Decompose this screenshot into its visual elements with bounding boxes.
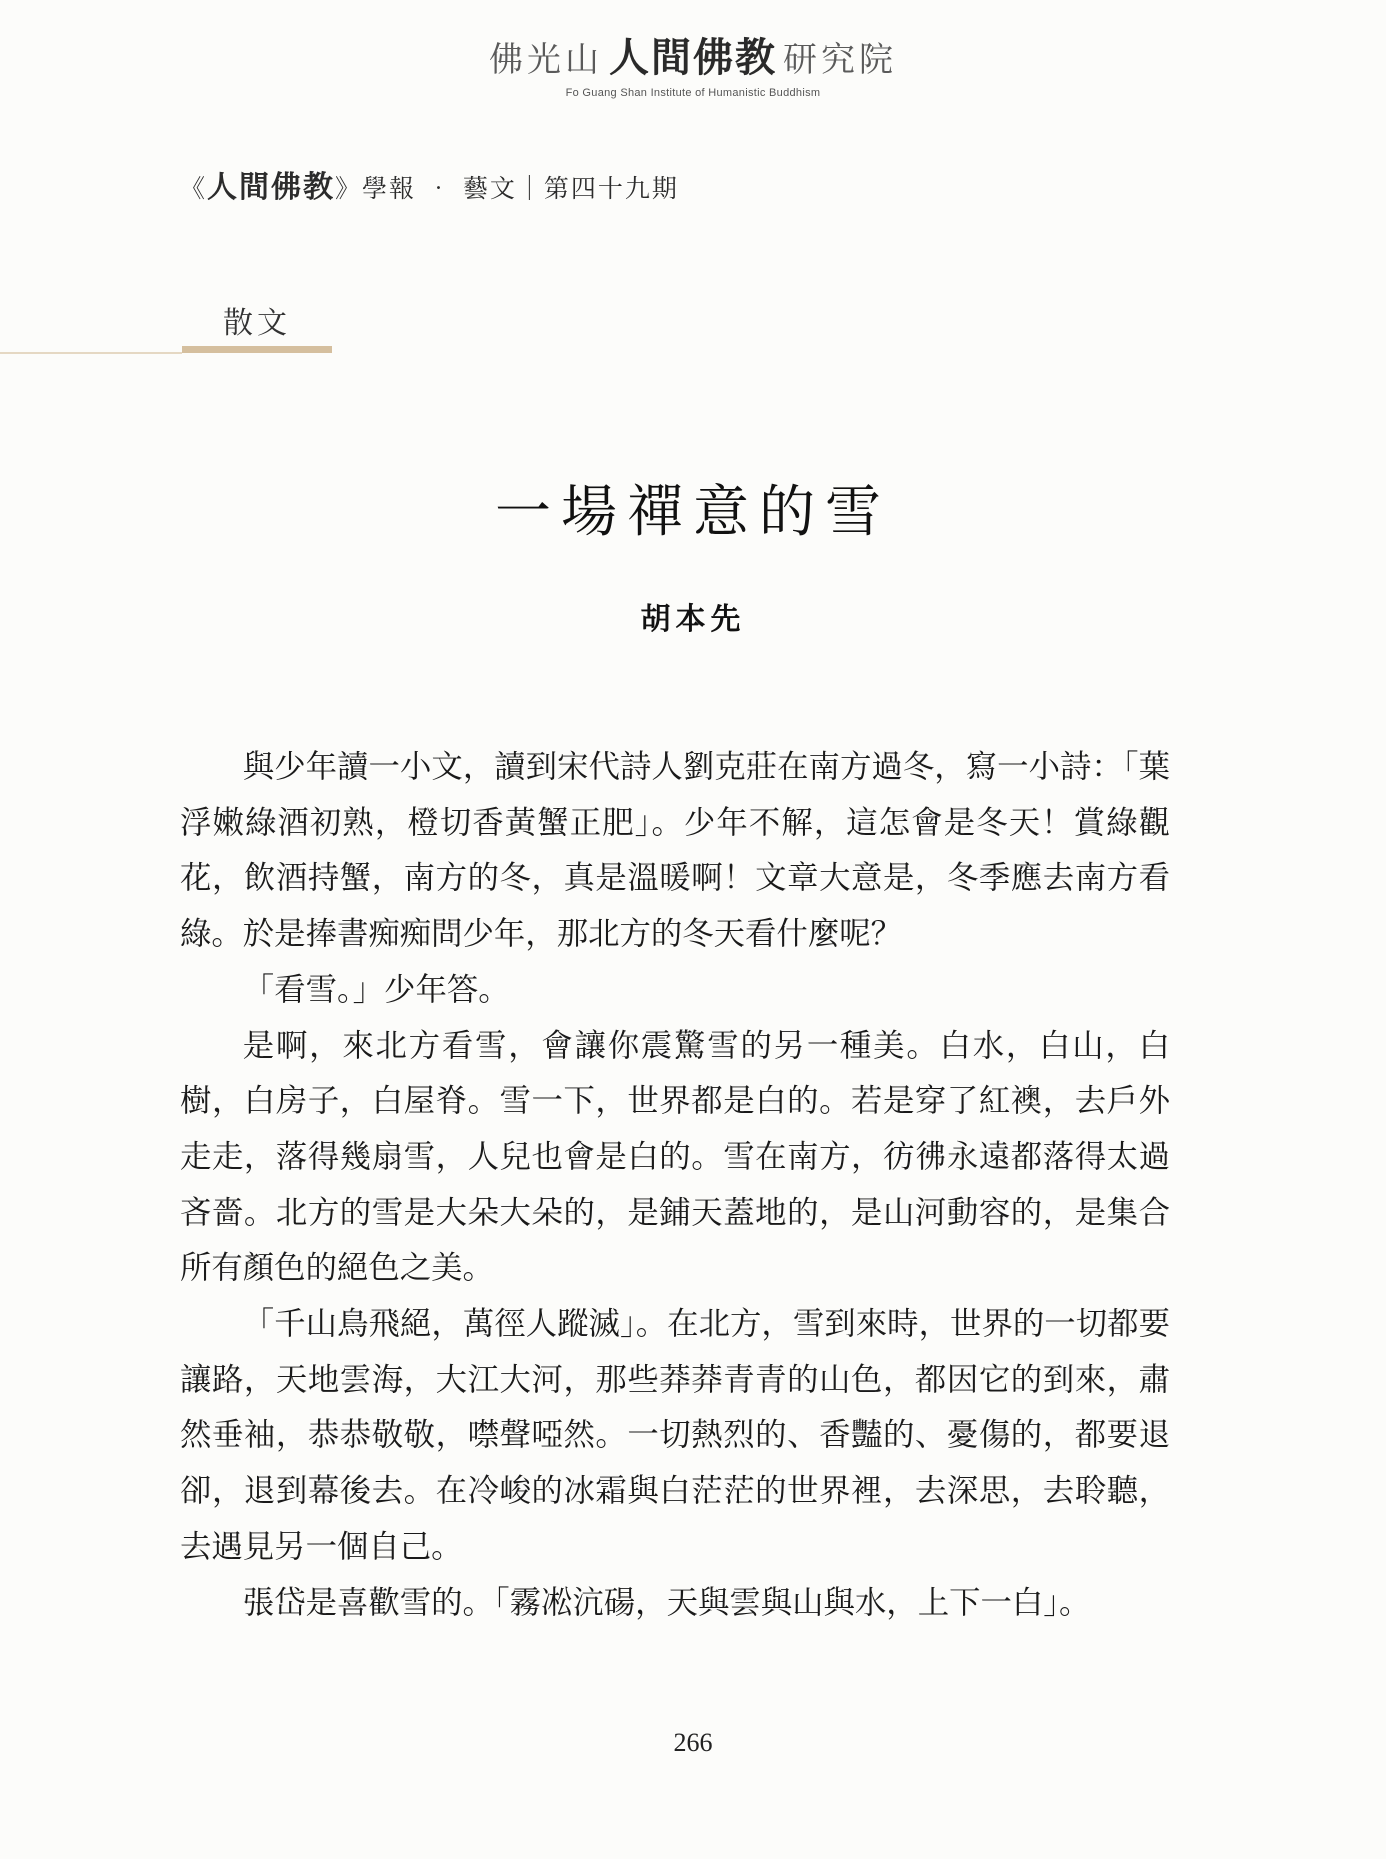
institute-prefix: 佛光山 <box>489 40 603 80</box>
page-number: 266 <box>673 1728 713 1757</box>
body-paragraph: 「看雪。」少年答。 <box>242 971 510 1008</box>
article-author: 胡本先 <box>640 602 746 637</box>
body-paragraph: 與少年讀一小文，讀到宋代詩人劉克莊在南方過冬，寫一小詩：「葉浮嫩綠酒初熟，橙切香黃蟹正肥」。少年不解，這怎會是冬天！賞綠觀花，飲酒持蟹，南方的冬，真是溫暖啊！文章大意是，冬季應去南方看綠。於是捧書痴痴問少年，那北方的冬天看什麼呢？ <box>180 749 1170 953</box>
institute-header <box>0 26 1386 99</box>
article-body <box>180 740 1170 1631</box>
institute-suffix: 研究院 <box>783 40 897 80</box>
section-label: 散文 <box>223 306 291 341</box>
section-rule-thin <box>0 352 182 354</box>
institute-english-name: Fo Guang Shan Institute of Humanistic Buddhism <box>565 87 821 99</box>
institute-brush-logo: 人間佛教 <box>609 34 777 81</box>
institute-name <box>0 26 1386 83</box>
body-paragraph: 是啊，來北方看雪，會讓你震驚雪的另一種美。白水，白山，白樹，白房子，白屋脊。雪一下，世界都是白的。若是穿了紅襖，去戶外走走，落得幾扇雪，人兒也會是白的。雪在南方，彷彿永遠都落得太過吝嗇。北方的雪是大朵大朵的，是鋪天蓋地的，是山河動容的，是集合所有顏色的絕色之美。 <box>180 1027 1170 1287</box>
article-title: 一場禪意的雪 <box>495 480 891 545</box>
journal-running-head <box>180 162 679 206</box>
journal-issue-info: 》學報 ‧ 藝文｜第四十九期 <box>335 174 679 203</box>
journal-name: 人間佛教 <box>207 170 336 205</box>
body-paragraph: 「千山鳥飛絕，萬徑人蹤滅」。在北方，雪到來時，世界的一切都要讓路，天地雲海，大江大河，那些莽莽青青的山色，都因它的到來，肅然垂袖，恭恭敬敬，噤聲啞然。一切熱烈的、香豔的、憂傷的，都要退卻，退到幕後去。在冷峻的冰霜與白茫茫的世界裡，去深思，去聆聽，去遇見另一個自己。 <box>180 1306 1170 1565</box>
journal-open-bracket: 《 <box>180 174 208 203</box>
section-rule-accent <box>182 346 332 353</box>
body-paragraph: 張岱是喜歡雪的。「霧凇沆碭，天與雲與山與水，上下一白」。 <box>242 1584 1091 1621</box>
